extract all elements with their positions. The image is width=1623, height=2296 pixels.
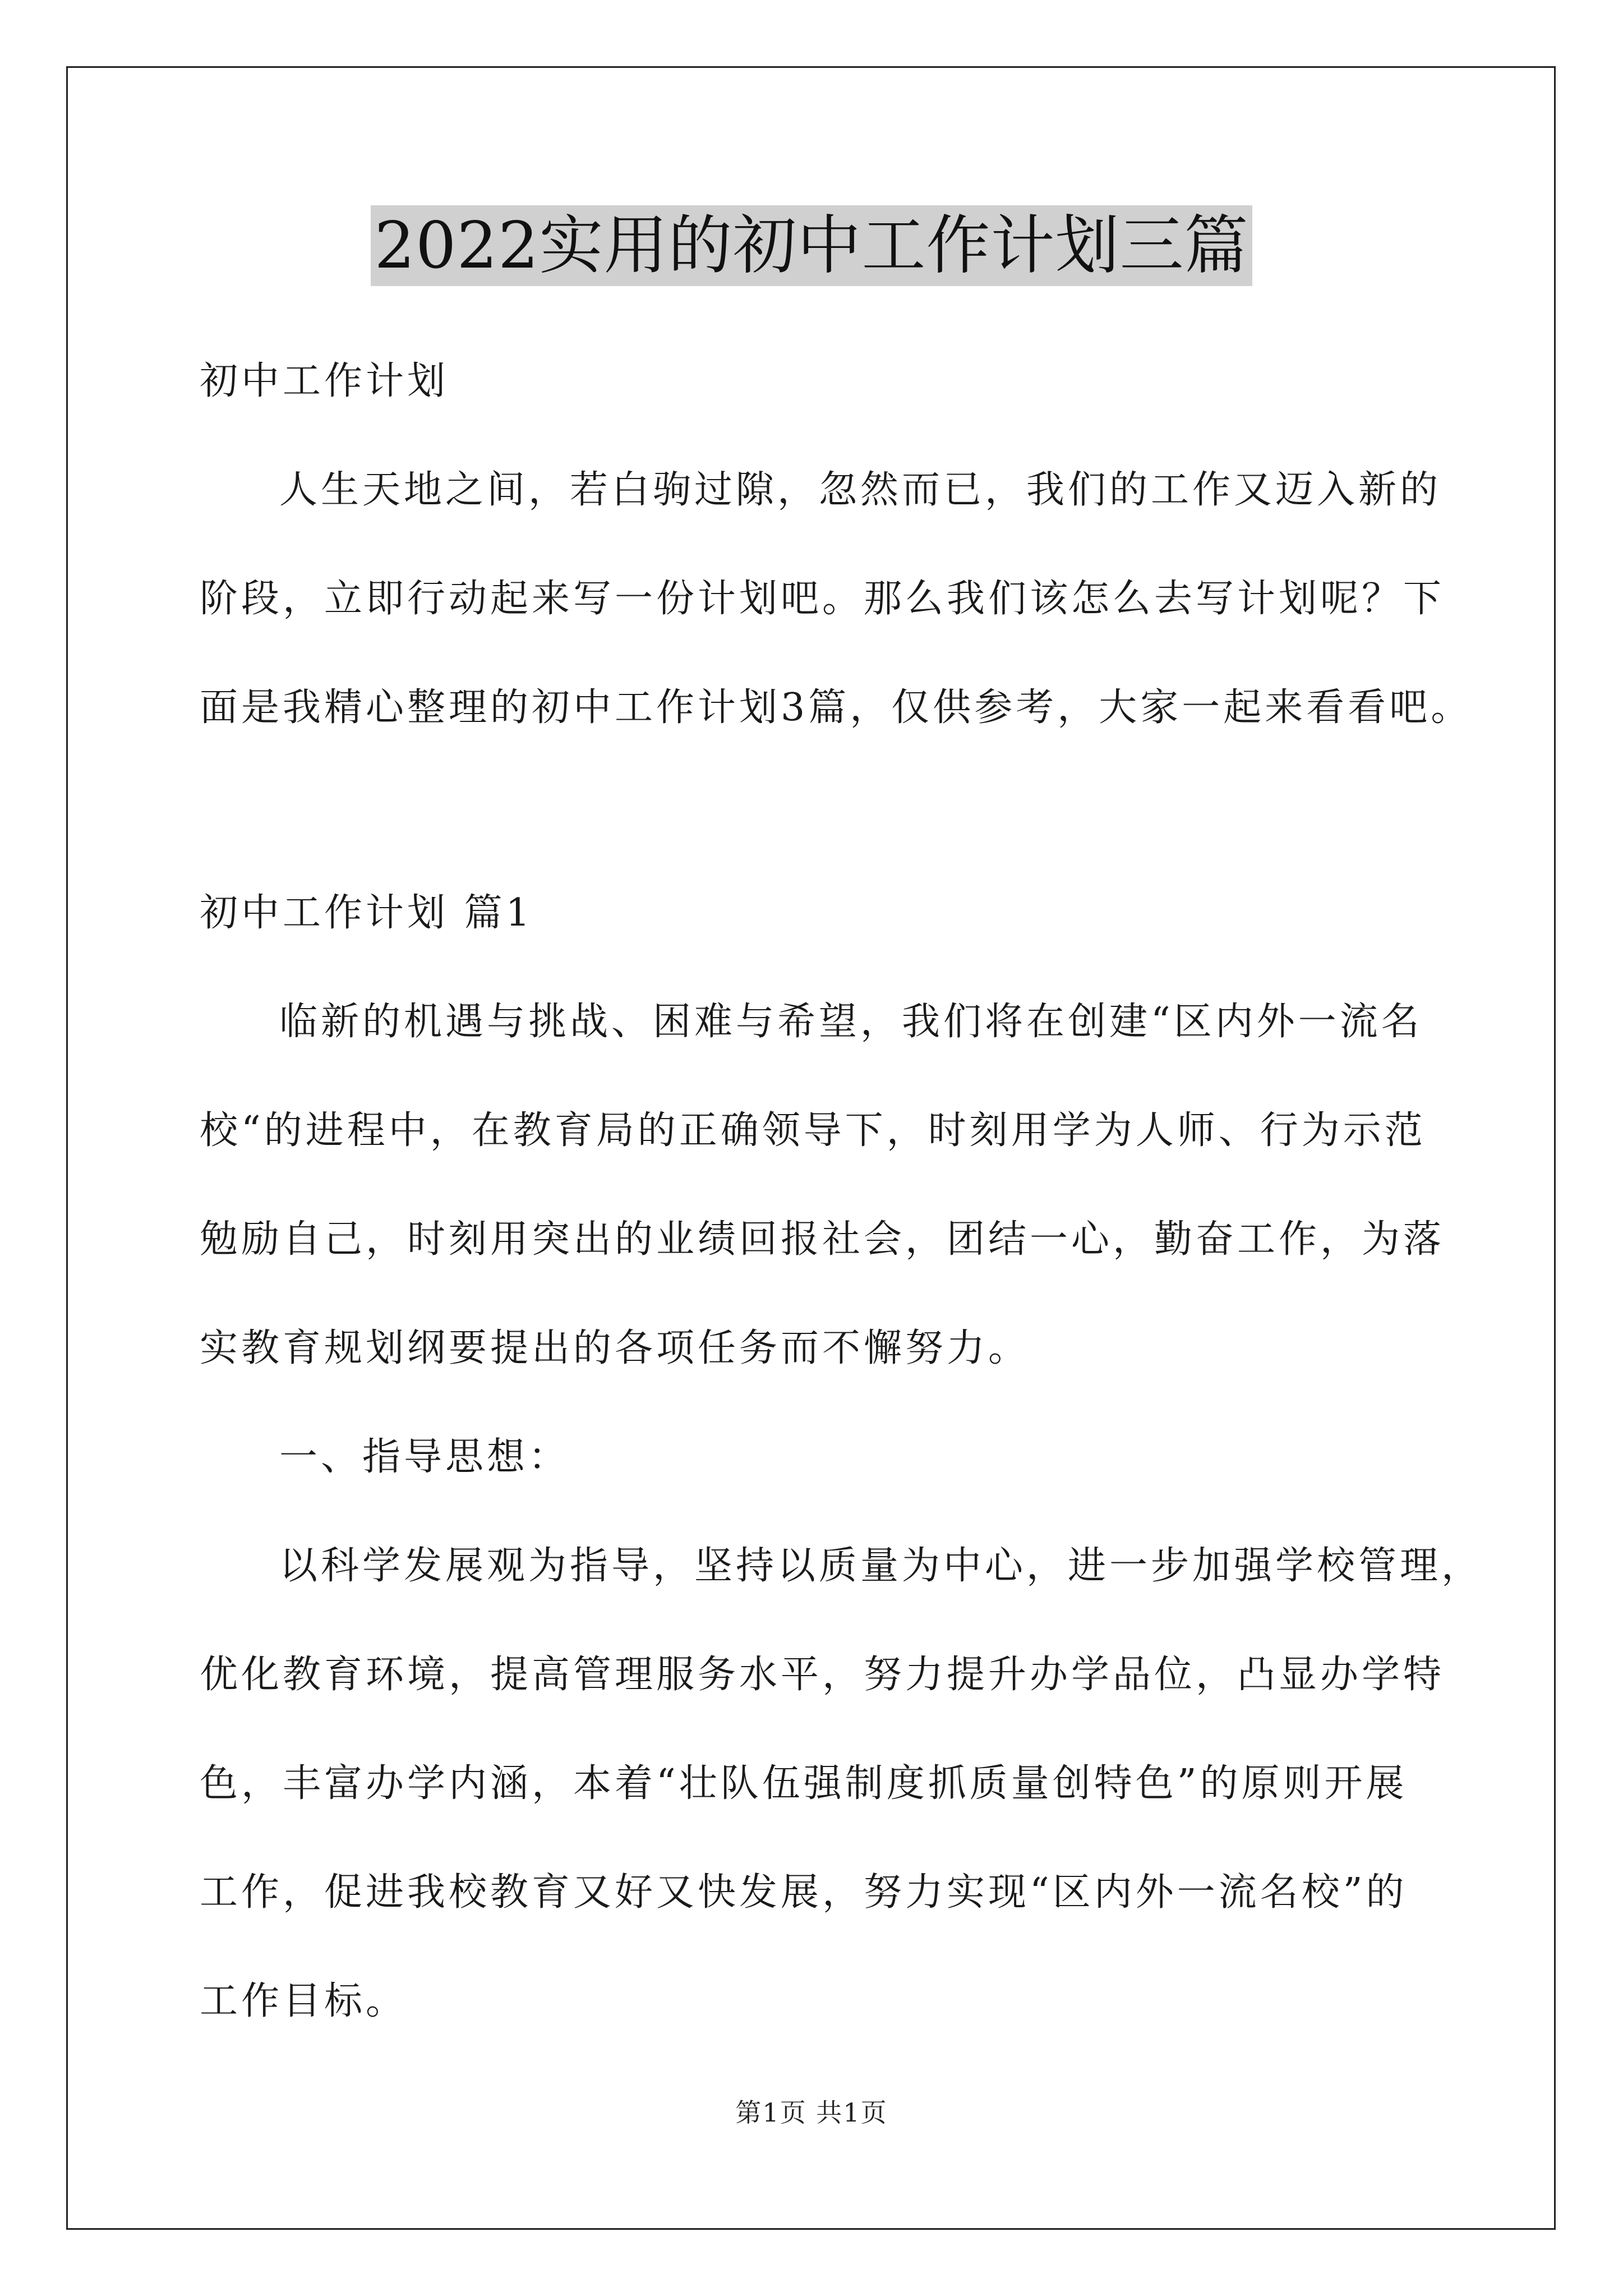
- para1-line: 勉励自己，时刻用突出的业绩回报社会，团结一心，勤奋工作，为落: [200, 1217, 1445, 1262]
- para1-line: 临新的机遇与挑战、困难与希望，我们将在创建“区内外一流名: [279, 1000, 1423, 1044]
- intro-line: 人生天地之间，若白驹过隙，忽然而已，我们的工作又迈入新的: [279, 468, 1442, 512]
- document-title[interactable]: 2022实用的初中工作计划三篇: [371, 205, 1252, 286]
- para1-line: 实教育规划纲要提出的各项任务而不懈努力。: [200, 1326, 1030, 1370]
- page-footer: 第1页 共1页: [735, 2097, 888, 2128]
- para1-line: 校“的进程中，在教育局的正确领导下，时刻用学为人师、行为示范: [200, 1108, 1426, 1153]
- para2-line: 以科学发展观为指导，坚持以质量为中心，进一步加强学校管理，: [279, 1544, 1483, 1588]
- title-container: [0, 205, 1623, 286]
- section1-heading: 一、指导思想：: [279, 1435, 570, 1479]
- para2-line: 色，丰富办学内涵，本着“壮队伍强制度抓质量创特色”的原则开展: [200, 1761, 1408, 1806]
- intro-heading: 初中工作计划: [200, 359, 449, 403]
- para2-line: 优化教育环境，提高管理服务水平，努力提升办学品位，凸显办学特: [200, 1653, 1445, 1697]
- intro-line: 阶段，立即行动起来写一份计划吧。那么我们该怎么去写计划呢？下: [200, 577, 1445, 621]
- part1-heading: 初中工作计划 篇1: [200, 891, 533, 935]
- part1-section: [200, 859, 1483, 2056]
- intro-section: [200, 327, 1473, 762]
- para2-line: 工作，促进我校教育又好又快发展，努力实现“区内外一流名校”的: [200, 1870, 1408, 1915]
- para2-line: 工作目标。: [200, 1979, 408, 2023]
- intro-line: 面是我精心整理的初中工作计划3篇，仅供参考，大家一起来看看吧。: [200, 685, 1473, 730]
